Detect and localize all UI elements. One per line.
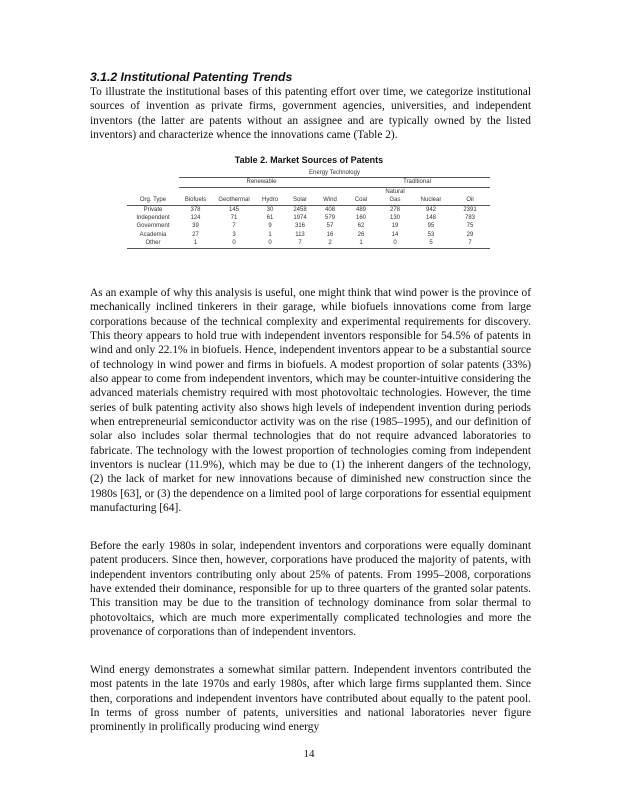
column-header: Coal [344,196,378,205]
table-cell: 148 [425,215,436,222]
table-cell: 39 [192,223,199,230]
table-cell: 1 [179,239,212,248]
column-header: Hydro [256,196,284,205]
table-cell: 130 [389,215,400,222]
table-cell: 7 [450,239,490,248]
paragraph-intro: To illustrate the institutional bases of this patenting effort over time, we categorize institutional sources of invention as private firms, government agencies, universities, and independent inventors (the latter are patents without an assignee and are typically owned by the listed inventors) and characterize whence the innovations came (Table 2). [90,86,531,142]
table-row [127,231,490,239]
table-cell: 579 [324,215,335,222]
natural-label: Natural [385,188,405,195]
table-cell: 5 [412,239,450,248]
table-cell: 14 [391,231,399,238]
table-cell: 160 [355,215,366,222]
table-natural-row [127,187,490,196]
table-group-header-row [127,178,490,187]
table-cell: 29 [466,231,474,238]
market-sources-table [127,169,490,249]
column-header: Org. Type [127,196,179,205]
column-header: Geothermal [212,196,256,205]
page-number: 14 [303,748,315,760]
row-label: Private [143,206,163,213]
paragraph-wind-energy: Wind energy demonstrates a somewhat similar pattern. Independent inventors contributed the most patents in the late 1970s and early 1980s, after which large firms supplanted them. Since then, corporations and independent inventors have contributed about equally to the patent pool. In terms of gross number of patents, universities and national laboratories never figure prominently in prolifically producing wind energy [90,664,531,734]
table-cell: 1 [268,231,272,238]
table-cell: 19 [391,223,399,230]
paragraph-wind-power: As an example of why this analysis is useful, one might think that wind power is the province of mechanically inclined tinkerers in their garage, while biofuels innovations come from large corporations because of the technical complexity and experimental requirements for discovery. This theory appears to hold true with independent inventors responsible for 54.5% of patents in wind and only 22.1% in biofuels. Hence, independent inventors appear to be a substantial source of technology in wind power and firms in biofuels. A modest proportion of solar patents (33%) also appear to come from independent inventors, which may be counter-intuitive considering the advanced materials chemistry required with most photovoltaic technologies. However, the time series of bulk patenting activity also shows high levels of independent invention during periods when entrepreneurial semiconductor activity was on the rise (1985–1995), and our definition of solar also includes solar thermal technologies that do not require advanced laboratories to fabricate. The technology with the lowest proportion of technologies coming from independent inventors is nuclear (11.9%), which may be due to (1) the inherent dangers of the technology, (2) the lack of market for new innovations because of diminished new construction since the 1980s [63], or (3) the dependence on a limited pool of large corporations for essential equipment manufacturing [64]. [90,287,531,515]
table-row [127,214,490,222]
table-cell: 16 [326,231,334,238]
table-cell: 95 [427,223,435,230]
table-cell: 75 [466,223,474,230]
table-cell: 0 [378,239,412,248]
table-cell: 278 [389,206,400,213]
table-cell: 0 [256,239,284,248]
traditional-group-header: Traditional [344,178,490,187]
table-row [127,205,490,214]
table-cell: 53 [427,231,435,238]
row-label: Independent [136,215,170,222]
table-column-header-row [127,196,490,205]
table-cell: 1974 [293,215,307,222]
table-cell: 783 [465,215,476,222]
table-cell: 7 [284,239,316,248]
column-header: Biofuels [179,196,212,205]
section-heading: 3.1.2 Institutional Patenting Trends [90,70,293,84]
table-cell: 2 [316,239,344,248]
table-cell: 71 [230,215,238,222]
table-cell: 7 [232,223,236,230]
table-cell: 0 [212,239,256,248]
column-header: Wind [316,196,344,205]
column-header: Solar [284,196,316,205]
table-cell: 30 [266,206,274,213]
paragraph-solar: Before the early 1980s in solar, independent inventors and corporations were equally dominant patent producers. Since then, however, corporations have produced the majority of patents, with independent inventors contributing only about 25% of patents. From 1995–2008, corporations have extended their dominance, responsible for up to three quarters of the granted solar patents. This transition may be due to the transition of technology dominance from solar thermal to photovoltaics, which are much more experimentally complicated technologies and more the provenance of corporations than of independent inventors. [90,540,531,639]
row-label: Academia [139,231,167,238]
table-cell: 124 [190,215,201,222]
table-cell: 2458 [293,206,307,213]
table-cell: 3 [232,231,236,238]
table-cell: 57 [326,223,334,230]
column-header: Nuclear [412,196,450,205]
table-super-header-row [127,169,490,178]
table-cell: 26 [357,231,365,238]
table-cell: 61 [266,215,274,222]
row-label: Government [136,223,170,230]
table-cell: 489 [355,206,366,213]
table-cell: 378 [190,206,201,213]
table-row [127,222,490,230]
table-cell: 1 [344,239,378,248]
table-row [127,239,490,248]
table-cell: 9 [268,223,272,230]
table-cell: 942 [425,206,436,213]
table-cell: 408 [324,206,335,213]
table-cell: 145 [228,206,239,213]
table-cell: 316 [294,223,305,230]
renewable-group-header: Renewable [179,178,344,187]
table-cell: 27 [192,231,199,238]
table-cell: 62 [357,223,365,230]
table-cell: 2391 [463,206,477,213]
energy-technology-header: Energy Technology [179,169,490,178]
row-label: Other [127,239,179,248]
table-caption: Table 2. Market Sources of Patents [234,155,384,165]
column-header: Gas [378,196,412,205]
column-header: Oil [450,196,490,205]
table-cell: 113 [295,231,305,238]
